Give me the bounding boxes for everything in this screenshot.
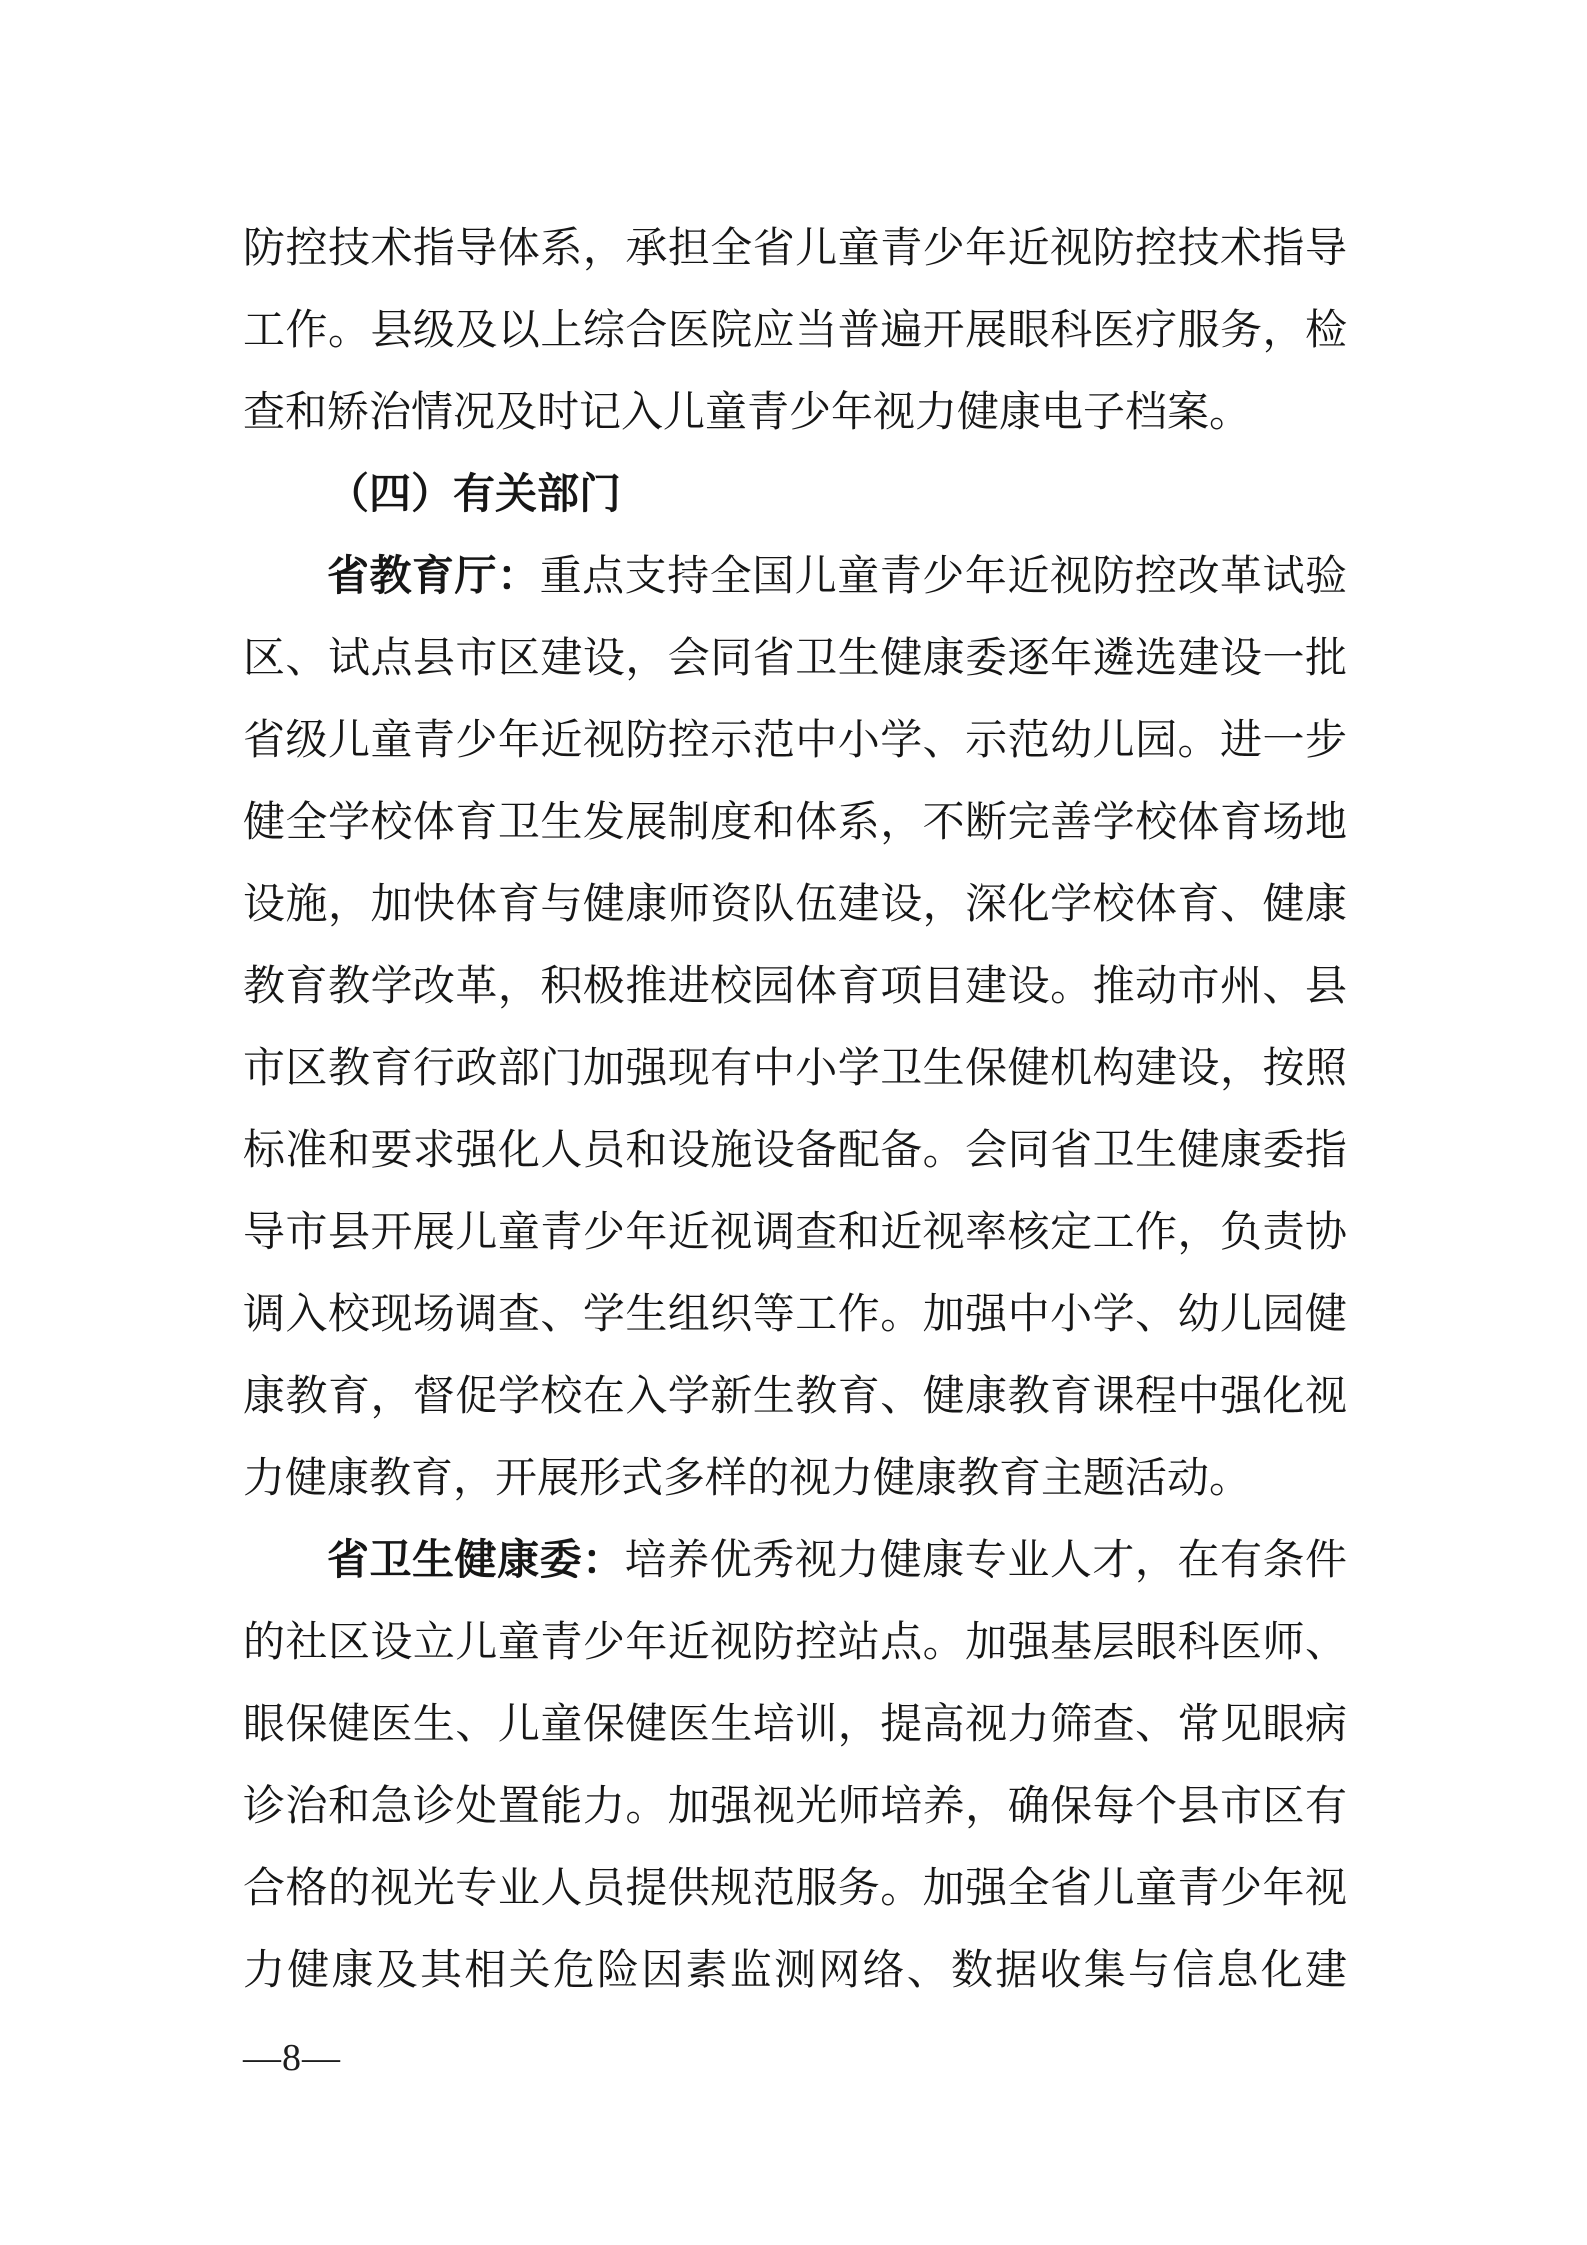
paragraph-lead: 省教育厅： (327, 554, 540, 600)
text-line: 康教育，督促学校在入学新生教育、健康教育课程中强化视 (243, 1374, 1347, 1420)
text-line: 工作。县级及以上综合医院应当普遍开展眼科医疗服务，检 (243, 308, 1347, 354)
text-line: 诊治和急诊处置能力。加强视光师培养，确保每个县市区有 (243, 1784, 1347, 1830)
text-line: 省级儿童青少年近视防控示范中小学、示范幼儿园。进一步 (243, 718, 1347, 764)
text-line: 力健康及其相关危险因素监测网络、数据收集与信息化建 (243, 1948, 1347, 1994)
text-line: 设施，加快体育与健康师资队伍建设，深化学校体育、健康 (243, 882, 1347, 928)
text-line: 力健康教育，开展形式多样的视力健康教育主题活动。 (243, 1456, 1252, 1502)
text-line: 教育教学改革，积极推进校园体育项目建设。推动市州、县 (243, 964, 1347, 1010)
text-line: 查和矫治情况及时记入儿童青少年视力健康电子档案。 (243, 390, 1252, 436)
text-line: 区、试点县市区建设，会同省卫生健康委逐年遴选建设一批 (243, 636, 1347, 682)
text-line: 合格的视光专业人员提供规范服务。加强全省儿童青少年视 (243, 1866, 1347, 1912)
text-line: 的社区设立儿童青少年近视防控站点。加强基层眼科医师、 (243, 1620, 1347, 1666)
text-line: 市区教育行政部门加强现有中小学卫生保健机构建设，按照 (243, 1046, 1347, 1092)
text-line: 眼保健医生、儿童保健医生培训，提高视力筛查、常见眼病 (243, 1702, 1347, 1748)
text-line: 防控技术指导体系，承担全省儿童青少年近视防控技术指导 (243, 226, 1347, 272)
text-line: 导市县开展儿童青少年近视调查和近视率核定工作，负责协 (243, 1210, 1347, 1256)
text-block (243, 208, 1347, 2012)
page-number: —8— (243, 2037, 341, 2079)
section-heading: （四）有关部门 (327, 472, 622, 518)
text-line: 省卫生健康委：培养优秀视力健康专业人才，在有条件 (327, 1538, 1347, 1584)
text-line: 调入校现场调查、学生组织等工作。加强中小学、幼儿园健 (243, 1292, 1347, 1338)
text-line: 省教育厅：重点支持全国儿童青少年近视防控改革试验 (327, 554, 1347, 600)
text-line: 健全学校体育卫生发展制度和体系，不断完善学校体育场地 (243, 800, 1347, 846)
text-line: 标准和要求强化人员和设施设备配备。会同省卫生健康委指 (243, 1128, 1347, 1174)
paragraph-lead: 省卫生健康委： (327, 1538, 625, 1584)
